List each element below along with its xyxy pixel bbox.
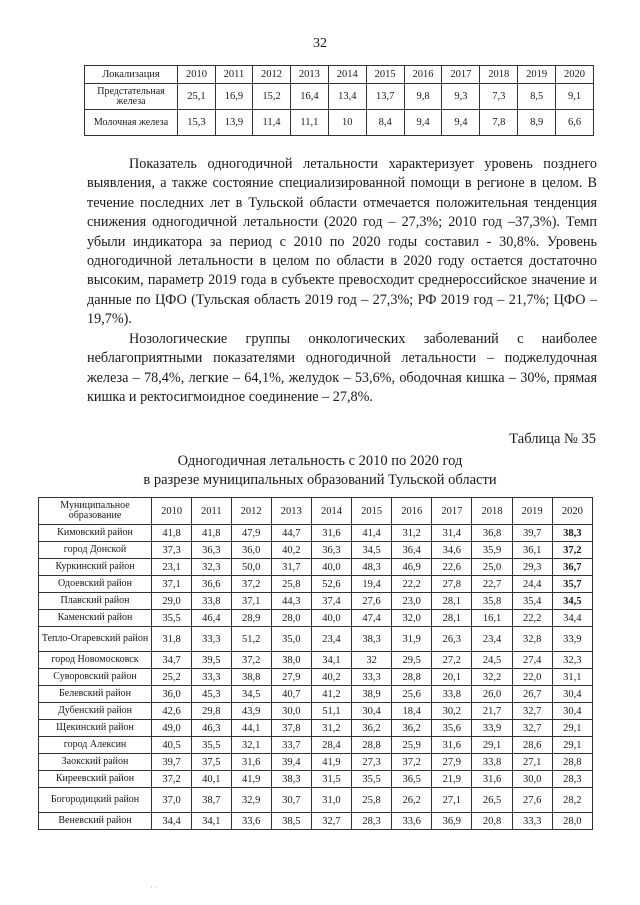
value-cell: 50,0 [231, 559, 271, 576]
value-cell: 37,1 [231, 593, 271, 610]
value-cell: 40,7 [271, 686, 311, 703]
value-cell: 33,8 [472, 754, 512, 771]
value-cell: 35,5 [152, 610, 192, 627]
value-cell: 31,2 [311, 720, 351, 737]
row-name: Щекинский район [39, 720, 152, 737]
scan-marks: · · [150, 883, 158, 892]
value-cell: 25,2 [152, 669, 192, 686]
value-cell: 26,3 [432, 627, 472, 652]
value-cell: 8,4 [366, 110, 404, 136]
value-cell: 25,0 [472, 559, 512, 576]
value-cell: 31,6 [472, 771, 512, 788]
value-cell: 36,3 [192, 542, 231, 559]
value-cell: 34,7 [152, 652, 192, 669]
row-name: Тепло-Огаревский район [39, 627, 152, 652]
value-cell: 26,5 [472, 788, 512, 813]
value-cell: 40,0 [311, 610, 351, 627]
year-header: 2018 [472, 498, 512, 525]
value-cell: 34,1 [192, 813, 231, 830]
value-cell: 37,0 [152, 788, 192, 813]
value-cell: 31,2 [392, 525, 432, 542]
value-cell: 37,2 [392, 754, 432, 771]
table-row [39, 703, 593, 720]
value-cell: 36,2 [392, 720, 432, 737]
value-cell: 42,6 [152, 703, 192, 720]
value-cell: 36,4 [392, 542, 432, 559]
value-cell: 52,6 [311, 576, 351, 593]
value-cell: 39,7 [512, 525, 552, 542]
value-cell: 28,0 [271, 610, 311, 627]
value-cell: 35,7 [552, 576, 592, 593]
value-cell: 32 [352, 652, 392, 669]
row-name: Предстательная железа [85, 84, 178, 110]
value-cell: 29,1 [552, 737, 592, 754]
value-cell: 16,1 [472, 610, 512, 627]
value-cell: 9,8 [404, 84, 442, 110]
value-cell: 29,1 [472, 737, 512, 754]
row-name: Плавский район [39, 593, 152, 610]
value-cell: 32,7 [512, 703, 552, 720]
value-cell: 44,1 [231, 720, 271, 737]
value-cell: 25,6 [392, 686, 432, 703]
value-cell: 13,4 [328, 84, 366, 110]
value-cell: 22,7 [472, 576, 512, 593]
table-row [39, 627, 593, 652]
value-cell: 31,4 [432, 525, 472, 542]
value-cell: 34,1 [311, 652, 351, 669]
value-cell: 44,3 [271, 593, 311, 610]
header-cell: Локализация [85, 66, 178, 84]
year-header: 2010 [178, 66, 216, 84]
value-cell: 46,9 [392, 559, 432, 576]
table-row [39, 576, 593, 593]
row-name: Кимовский район [39, 525, 152, 542]
value-cell: 31,6 [311, 525, 351, 542]
value-cell: 27,8 [432, 576, 472, 593]
value-cell: 32,7 [512, 720, 552, 737]
value-cell: 7,3 [480, 84, 518, 110]
value-cell: 48,3 [352, 559, 392, 576]
value-cell: 36,2 [352, 720, 392, 737]
value-cell: 34,5 [352, 542, 392, 559]
table-row [85, 84, 594, 110]
value-cell: 25,8 [352, 788, 392, 813]
value-cell: 40,2 [311, 669, 351, 686]
value-cell: 22,2 [392, 576, 432, 593]
header-cell: Муниципальное образование [39, 498, 152, 525]
value-cell: 41,9 [311, 754, 351, 771]
value-cell: 21,7 [472, 703, 512, 720]
table-row [39, 813, 593, 830]
value-cell: 27,9 [271, 669, 311, 686]
value-cell: 27,2 [432, 652, 472, 669]
value-cell: 36,7 [552, 559, 592, 576]
table-header-row [85, 66, 594, 84]
value-cell: 34,4 [552, 610, 592, 627]
value-cell: 37,8 [271, 720, 311, 737]
value-cell: 32,8 [512, 627, 552, 652]
table-header-row [39, 498, 593, 525]
value-cell: 30,0 [271, 703, 311, 720]
value-cell: 35,9 [472, 542, 512, 559]
value-cell: 41,8 [192, 525, 231, 542]
value-cell: 11,1 [290, 110, 328, 136]
row-name: Суворовский район [39, 669, 152, 686]
row-name: Одоевский район [39, 576, 152, 593]
year-header: 2011 [192, 498, 231, 525]
value-cell: 28,1 [432, 610, 472, 627]
value-cell: 30,4 [552, 686, 592, 703]
value-cell: 27,9 [432, 754, 472, 771]
value-cell: 34,5 [231, 686, 271, 703]
value-cell: 21,9 [432, 771, 472, 788]
year-header: 2017 [432, 498, 472, 525]
value-cell: 38,9 [352, 686, 392, 703]
value-cell: 26,7 [512, 686, 552, 703]
value-cell: 35,6 [432, 720, 472, 737]
value-cell: 28,8 [392, 669, 432, 686]
value-cell: 31,9 [392, 627, 432, 652]
table-title-line1: Одногодичная летальность с 2010 по 2020 год [177, 453, 463, 469]
value-cell: 46,3 [192, 720, 231, 737]
value-cell: 29,3 [512, 559, 552, 576]
value-cell: 27,6 [512, 788, 552, 813]
year-header: 2019 [518, 66, 556, 84]
value-cell: 27,4 [512, 652, 552, 669]
value-cell: 24,4 [512, 576, 552, 593]
value-cell: 33,9 [552, 627, 592, 652]
value-cell: 28,9 [231, 610, 271, 627]
value-cell: 37,1 [152, 576, 192, 593]
value-cell: 23,1 [152, 559, 192, 576]
value-cell: 37,2 [231, 652, 271, 669]
value-cell: 25,9 [392, 737, 432, 754]
value-cell: 37,2 [231, 576, 271, 593]
value-cell: 35,5 [352, 771, 392, 788]
value-cell: 35,5 [192, 737, 231, 754]
table-row [39, 542, 593, 559]
value-cell: 36,1 [512, 542, 552, 559]
value-cell: 32,2 [472, 669, 512, 686]
value-cell: 28,6 [512, 737, 552, 754]
value-cell: 36,5 [392, 771, 432, 788]
value-cell: 39,5 [192, 652, 231, 669]
value-cell: 41,9 [231, 771, 271, 788]
paragraph-nosology: Нозологические группы онкологических заболеваний с наиболее неблагоприятными показателями одногодичной летальности – поджелудочная железа – 78,4%, легкие – 64,1%, желудок – 53,6%, ободочная кишка – 30%, прямая кишка и ректосигмоидное соединение – 27,8%. [87, 331, 597, 406]
value-cell: 28,1 [432, 593, 472, 610]
value-cell: 40,5 [152, 737, 192, 754]
value-cell: 28,8 [552, 754, 592, 771]
value-cell: 41,8 [152, 525, 192, 542]
value-cell: 16,4 [290, 84, 328, 110]
value-cell: 36,6 [192, 576, 231, 593]
value-cell: 28,4 [311, 737, 351, 754]
value-cell: 30,7 [271, 788, 311, 813]
value-cell: 27,1 [512, 754, 552, 771]
year-header: 2010 [152, 498, 192, 525]
value-cell: 31,5 [311, 771, 351, 788]
table-row [39, 771, 593, 788]
year-header: 2019 [512, 498, 552, 525]
value-cell: 29,0 [152, 593, 192, 610]
row-name: Богородицкий район [39, 788, 152, 813]
localization-table [84, 65, 594, 136]
value-cell: 38,3 [552, 525, 592, 542]
value-cell: 51,1 [311, 703, 351, 720]
value-cell: 32,9 [231, 788, 271, 813]
row-name: город Новомосковск [39, 652, 152, 669]
value-cell: 47,9 [231, 525, 271, 542]
value-cell: 28,2 [552, 788, 592, 813]
value-cell: 46,4 [192, 610, 231, 627]
value-cell: 27,1 [432, 788, 472, 813]
value-cell: 6,6 [556, 110, 594, 136]
table-row [39, 593, 593, 610]
value-cell: 37,4 [311, 593, 351, 610]
value-cell: 47,4 [352, 610, 392, 627]
value-cell: 36,9 [432, 813, 472, 830]
year-header: 2014 [311, 498, 351, 525]
table-row [39, 754, 593, 771]
row-name: Заокский район [39, 754, 152, 771]
value-cell: 33,3 [352, 669, 392, 686]
value-cell: 38,7 [192, 788, 231, 813]
row-name: Белевский район [39, 686, 152, 703]
value-cell: 36,8 [472, 525, 512, 542]
value-cell: 33,3 [192, 627, 231, 652]
value-cell: 34,5 [552, 593, 592, 610]
value-cell: 37,3 [152, 542, 192, 559]
value-cell: 33,8 [192, 593, 231, 610]
value-cell: 20,8 [472, 813, 512, 830]
value-cell: 22,6 [432, 559, 472, 576]
table-row [39, 610, 593, 627]
value-cell: 23,4 [311, 627, 351, 652]
value-cell: 26,0 [472, 686, 512, 703]
table-row [39, 525, 593, 542]
value-cell: 41,2 [311, 686, 351, 703]
row-name: город Алексин [39, 737, 152, 754]
value-cell: 25,1 [178, 84, 216, 110]
value-cell: 49,0 [152, 720, 192, 737]
value-cell: 33,3 [512, 813, 552, 830]
row-name: Молочная железа [85, 110, 178, 136]
table-row [39, 686, 593, 703]
row-name: Дубенский район [39, 703, 152, 720]
value-cell: 31,8 [152, 627, 192, 652]
value-cell: 9,3 [442, 84, 480, 110]
value-cell: 40,1 [192, 771, 231, 788]
value-cell: 9,4 [442, 110, 480, 136]
value-cell: 27,6 [352, 593, 392, 610]
value-cell: 38,5 [271, 813, 311, 830]
value-cell: 29,1 [552, 720, 592, 737]
value-cell: 37,5 [192, 754, 231, 771]
value-cell: 33,7 [271, 737, 311, 754]
year-header: 2012 [253, 66, 291, 84]
table-row [39, 788, 593, 813]
value-cell: 36,0 [231, 542, 271, 559]
value-cell: 44,7 [271, 525, 311, 542]
row-name: Куркинский район [39, 559, 152, 576]
value-cell: 15,2 [253, 84, 291, 110]
value-cell: 38,3 [271, 771, 311, 788]
row-name: Каменский район [39, 610, 152, 627]
value-cell: 35,8 [472, 593, 512, 610]
value-cell: 15,3 [178, 110, 216, 136]
year-header: 2020 [556, 66, 594, 84]
value-cell: 25,8 [271, 576, 311, 593]
value-cell: 37,2 [152, 771, 192, 788]
value-cell: 28,8 [352, 737, 392, 754]
value-cell: 38,8 [231, 669, 271, 686]
paragraph-lethality: Показатель одногодичной летальности характеризует уровень позднего выявления, а также состояние специализированной помощи в регионе в целом. В течение последних лет в Тульской области отмечается положительная тенденция снижения одногодичной летальности (2020 год – 27,3%; 2010 год –37,3%). Темп убыли индикатора за период с 2010 по 2020 годы составил - 30,8%. Уровень одногодичной летальности в целом по области в 2020 году остается достаточно высоким, параметр 2019 года в субъекте превосходит среднероссийское значение и данные по ЦФО (Тульская область 2019 год – 27,3%; РФ 2019 год – 21,7%; ЦФО – 19,7%). [87, 156, 597, 328]
value-cell: 32,0 [392, 610, 432, 627]
value-cell: 9,1 [556, 84, 594, 110]
year-header: 2016 [404, 66, 442, 84]
municipal-lethality-table [38, 497, 593, 830]
year-header: 2013 [271, 498, 311, 525]
value-cell: 33,8 [432, 686, 472, 703]
value-cell: 22,0 [512, 669, 552, 686]
year-header: 2020 [552, 498, 592, 525]
year-header: 2011 [215, 66, 252, 84]
value-cell: 33,6 [392, 813, 432, 830]
value-cell: 10 [328, 110, 366, 136]
value-cell: 39,7 [152, 754, 192, 771]
table-row [39, 669, 593, 686]
value-cell: 33,6 [231, 813, 271, 830]
value-cell: 37,2 [552, 542, 592, 559]
value-cell: 29,5 [392, 652, 432, 669]
value-cell: 24,5 [472, 652, 512, 669]
value-cell: 40,0 [311, 559, 351, 576]
table-row [39, 559, 593, 576]
value-cell: 31,7 [271, 559, 311, 576]
value-cell: 28,3 [552, 771, 592, 788]
value-cell: 34,6 [432, 542, 472, 559]
value-cell: 38,3 [352, 627, 392, 652]
year-header: 2013 [290, 66, 328, 84]
value-cell: 29,8 [192, 703, 231, 720]
value-cell: 28,0 [552, 813, 592, 830]
value-cell: 19,4 [352, 576, 392, 593]
value-cell: 18,4 [392, 703, 432, 720]
year-header: 2017 [442, 66, 480, 84]
row-name: Веневский район [39, 813, 152, 830]
value-cell: 8,9 [518, 110, 556, 136]
value-cell: 32,7 [311, 813, 351, 830]
row-name: Киреевский район [39, 771, 152, 788]
value-cell: 11,4 [253, 110, 291, 136]
value-cell: 31,6 [231, 754, 271, 771]
year-header: 2018 [480, 66, 518, 84]
value-cell: 32,3 [192, 559, 231, 576]
year-header: 2012 [231, 498, 271, 525]
table-row [85, 110, 594, 136]
value-cell: 13,9 [215, 110, 252, 136]
value-cell: 16,9 [215, 84, 252, 110]
value-cell: 23,4 [472, 627, 512, 652]
value-cell: 43,9 [231, 703, 271, 720]
year-header: 2016 [392, 498, 432, 525]
table-row [39, 737, 593, 754]
table-row [39, 652, 593, 669]
value-cell: 33,9 [472, 720, 512, 737]
value-cell: 7,8 [480, 110, 518, 136]
value-cell: 28,3 [352, 813, 392, 830]
year-header: 2014 [328, 66, 366, 84]
value-cell: 38,0 [271, 652, 311, 669]
value-cell: 31,0 [311, 788, 351, 813]
value-cell: 41,4 [352, 525, 392, 542]
value-cell: 45,3 [192, 686, 231, 703]
value-cell: 39,4 [271, 754, 311, 771]
value-cell: 36,3 [311, 542, 351, 559]
value-cell: 20,1 [432, 669, 472, 686]
value-cell: 22,2 [512, 610, 552, 627]
value-cell: 9,4 [404, 110, 442, 136]
value-cell: 23,0 [392, 593, 432, 610]
page-number: 32 [313, 36, 327, 51]
value-cell: 30,4 [352, 703, 392, 720]
year-header: 2015 [352, 498, 392, 525]
value-cell: 13,7 [366, 84, 404, 110]
value-cell: 30,2 [432, 703, 472, 720]
value-cell: 31,6 [432, 737, 472, 754]
value-cell: 35,0 [271, 627, 311, 652]
row-name: город Донской [39, 542, 152, 559]
value-cell: 32,1 [231, 737, 271, 754]
value-cell: 30,4 [552, 703, 592, 720]
value-cell: 31,1 [552, 669, 592, 686]
value-cell: 51,2 [231, 627, 271, 652]
table-row [39, 720, 593, 737]
value-cell: 8,5 [518, 84, 556, 110]
table-number: Таблица № 35 [509, 431, 596, 447]
value-cell: 40,2 [271, 542, 311, 559]
value-cell: 26,2 [392, 788, 432, 813]
value-cell: 35,4 [512, 593, 552, 610]
value-cell: 36,0 [152, 686, 192, 703]
value-cell: 34,4 [152, 813, 192, 830]
value-cell: 32,3 [552, 652, 592, 669]
year-header: 2015 [366, 66, 404, 84]
value-cell: 27,3 [352, 754, 392, 771]
value-cell: 30,0 [512, 771, 552, 788]
table-title-line2: в разрезе муниципальных образований Тульской области [143, 472, 497, 488]
value-cell: 33,3 [192, 669, 231, 686]
